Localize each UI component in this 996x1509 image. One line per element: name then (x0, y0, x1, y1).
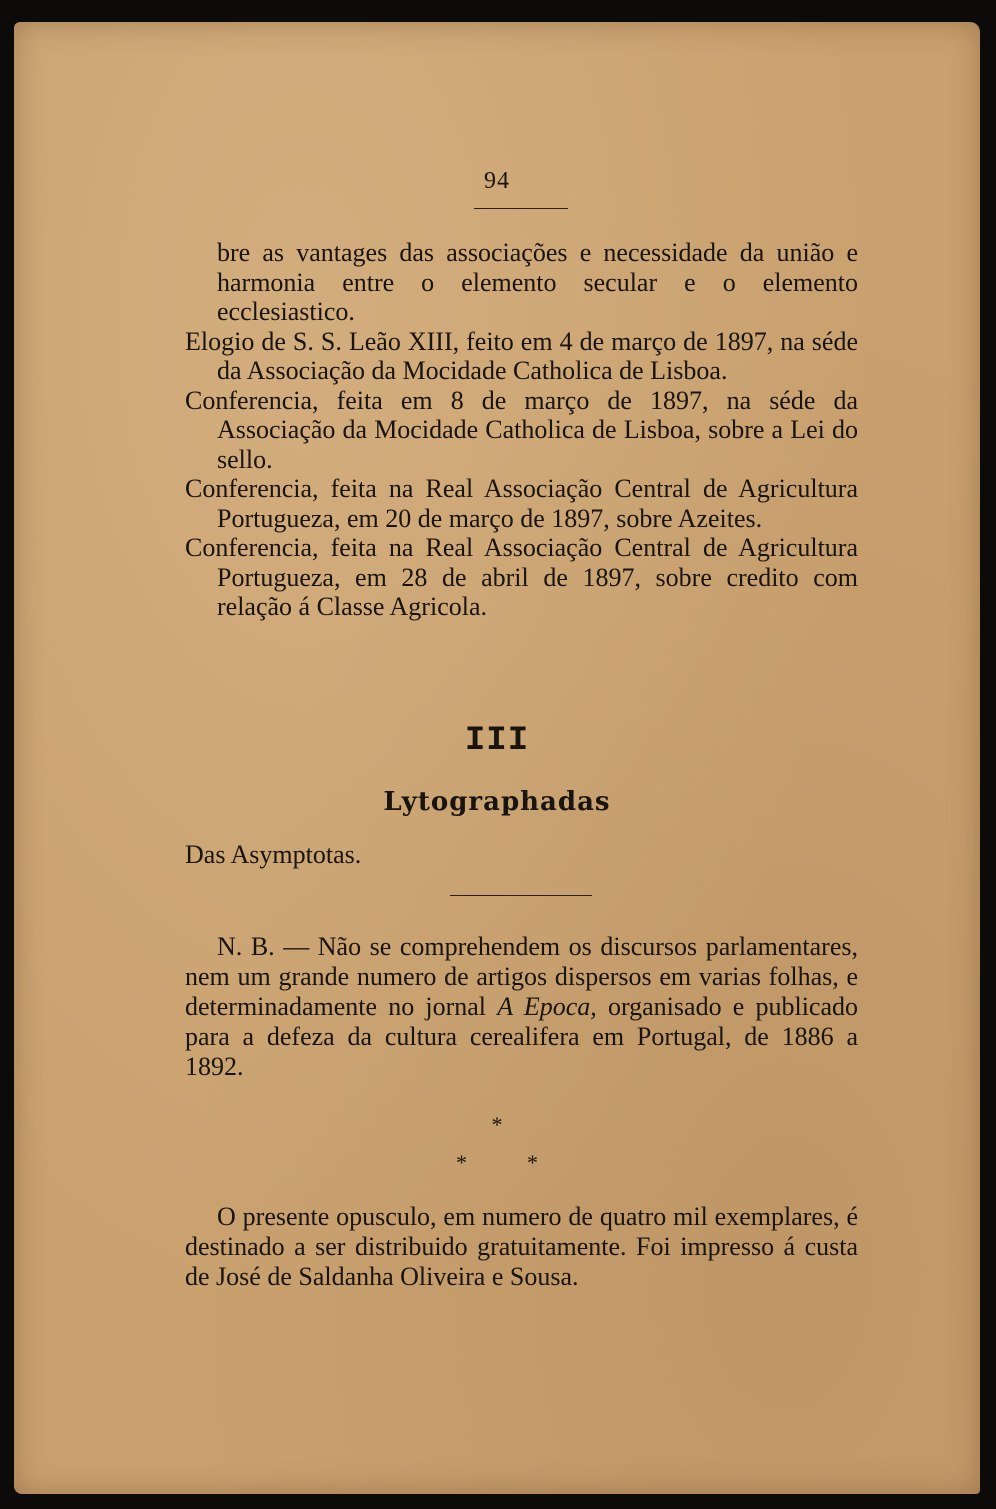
colophon-paragraph: O presente opusculo, em numero de quatro mil exemplares, é destinado a ser distribuido gratuitamente. Foi impresso á custa de José de Saldanha Oliveira e Sousa. (185, 1202, 858, 1291)
list-item: Conferencia, feita na Real Associação Central de Agricultura Portugueza, em 28 de abril de 1897, sobre credito com relação á Classe Agricola. (185, 533, 858, 621)
book-page (14, 22, 980, 1494)
section-divider (450, 895, 592, 896)
page-number: 94 (484, 168, 510, 194)
entry-list (185, 238, 858, 622)
asterisk-icon: * (527, 1150, 538, 1175)
asterisk-icon: * (456, 1150, 467, 1175)
asterism-top (14, 1112, 980, 1138)
journal-title: A Epoca, (497, 992, 597, 1021)
header-rule (474, 208, 568, 209)
note-paragraph (185, 932, 858, 1082)
asterisk-icon: * (491, 1112, 503, 1137)
asterism-bottom (14, 1150, 980, 1176)
section-title: Lytographadas (383, 787, 611, 817)
list-item: bre as vantages das associações e necessidade da união e harmonia entre o elemento secular e o elemento ecclesiastico. (217, 238, 858, 326)
list-item: Das Asymptotas. (185, 840, 362, 869)
note-lead: N. B. — Não se comprehendem os discursos parlamentares, nem um grande numero de artigos dispersos em varias folhas, e determinadamente no jornal (185, 932, 858, 1021)
note-tail: organisado e publicado para a defeza da cultura cerealifera em Portugal, de 1886 a 1892. (185, 992, 859, 1081)
list-item: Elogio de S. S. Leão XIII, feito em 4 de março de 1897, na séde da Associação da Mocidade Catholica de Lisboa. (185, 326, 858, 385)
list-item: Conferencia, feita na Real Associação Central de Agricultura Portugueza, em 20 de março de 1897, sobre Azeites. (185, 474, 858, 533)
list-item: Conferencia, feita em 8 de março de 1897, na séde da Associação da Mocidade Catholica de Lisboa, sobre a Lei do sello. (185, 385, 858, 474)
section-numeral: III (464, 722, 530, 760)
